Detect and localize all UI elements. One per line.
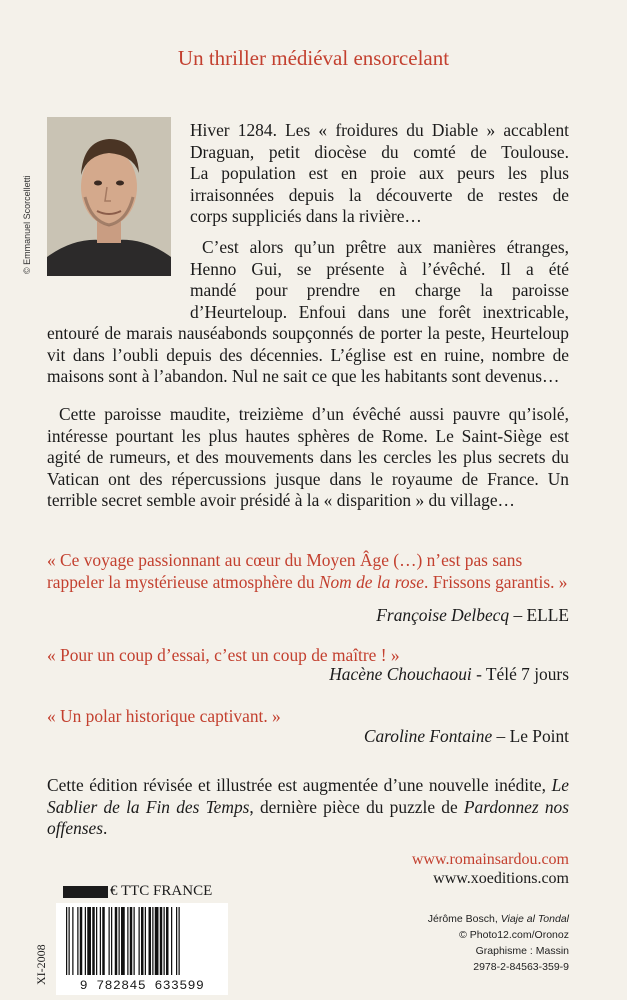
print-date-code: XI-2008: [34, 944, 48, 985]
text-line: corps suppliciés dans la rivière…: [190, 206, 422, 226]
artwork-title: Viaje al Tondal: [500, 913, 569, 925]
review-quote-3: « Un polar historique captivant. »: [47, 706, 281, 726]
novella-title: Le Sablier de la Fin des Temps: [47, 775, 569, 817]
text-line: Hiver 1284. Les « froidures du Diable » accablent: [190, 120, 569, 140]
price-label: [63, 883, 212, 900]
text-line: La population est en proie aux peurs les plus: [190, 163, 569, 183]
website-links: [412, 850, 569, 888]
novel-title: Pardonnez nos offenses: [47, 796, 570, 838]
cover-credits: [428, 911, 569, 975]
publication: ELLE: [526, 605, 569, 625]
publication: Télé 7 jours: [485, 664, 569, 684]
isbn-number: 2978-2-84563-359-9: [473, 961, 569, 973]
text-line: mandé pour prendre en charge la paroisse: [190, 280, 569, 300]
tagline: Un thriller médiéval ensorcelant: [177, 46, 450, 70]
review-quote-2: « Pour un coup d’essai, c’est un coup de maître ! »: [47, 645, 400, 665]
text-line: Draguan, petit diocèse du comté de Toulouse.: [190, 141, 569, 162]
publisher-website-link[interactable]: www.xoeditions.com: [433, 870, 569, 887]
review-attribution-1: [376, 605, 569, 626]
barcode-digits: 9 782845 633599: [79, 978, 205, 993]
synopsis-paragraph-1: [47, 120, 569, 228]
reviewer-name: Caroline Fontaine: [363, 726, 493, 746]
note-text: Cette édition révisée et illustrée est augmentée d’une nouvelle inédite,: [47, 775, 552, 795]
isbn-barcode: [56, 903, 228, 995]
text-line: d’Heurteloup. Enfoui dans une forêt inextricable,: [190, 301, 569, 322]
separator: –: [509, 605, 527, 625]
quote-text: « Ce voyage passionnant au cœur du Moyen Âge (…) n’est pas sans rappeler la mystérieuse atmosphère du: [47, 550, 523, 592]
text-line: irraisonnées depuis la découverte de restes de: [190, 184, 569, 205]
separator: –: [492, 726, 510, 746]
photo-credit: © Emmanuel Scorcelletti: [22, 175, 32, 274]
text-block: entouré de marais nauséabonds soupçonnés de porter la peste, Heurteloup vit dans l’oubli depuis des décennies. L’église est en ruine, nombre de maisons sont à l’abandon. Nul ne sait ce que les habitants sont devenus…: [47, 323, 569, 386]
note-text: .: [103, 818, 108, 838]
author-website-link[interactable]: www.romainsardou.com: [411, 851, 569, 868]
price-sticker: [63, 886, 108, 898]
text-line: C’est alors qu’un prêtre aux manières étranges,: [202, 237, 569, 257]
artwork-credit: [428, 911, 569, 927]
reviewer-name: Hacène Chouchaoui: [329, 664, 472, 684]
synopsis-paragraph-2: [47, 237, 569, 388]
review-attribution-3: [364, 726, 569, 747]
graphic-design-credit: Graphisme : Massin: [475, 945, 569, 957]
barcode-bars: [56, 903, 228, 977]
publication: Le Point: [509, 726, 569, 746]
separator: -: [471, 664, 486, 684]
quote-title: Nom de la rose: [318, 571, 425, 592]
note-text: , dernière pièce du puzzle de: [249, 796, 464, 817]
review-attribution-2: [329, 664, 569, 685]
photo-agency-credit: © Photo12.com/Oronoz: [459, 929, 569, 941]
reviewer-name: Françoise Delbecq: [376, 605, 510, 625]
review-quote-1: [47, 550, 569, 593]
edition-note: [47, 775, 569, 840]
text-line: Henno Gui, se présente à l’évêché. Il a été: [190, 258, 569, 279]
price-text: € TTC FRANCE: [110, 883, 213, 899]
quote-text: . Frissons garantis. »: [424, 571, 568, 592]
synopsis-paragraph-3: Cette paroisse maudite, treizième d’un évêché aussi pauvre qu’isolé, intéresse pourtant les plus hautes sphères de Rome. Le Saint-Siège est agité de rumeurs, et des mouvements dans les cercles les plus secrets du Vatican ont des répercussions jusque dans le royaume de France. Un terrible secret semble avoir présidé à la « disparition » du village…: [47, 404, 569, 510]
artist-name: Jérôme Bosch,: [427, 913, 501, 925]
